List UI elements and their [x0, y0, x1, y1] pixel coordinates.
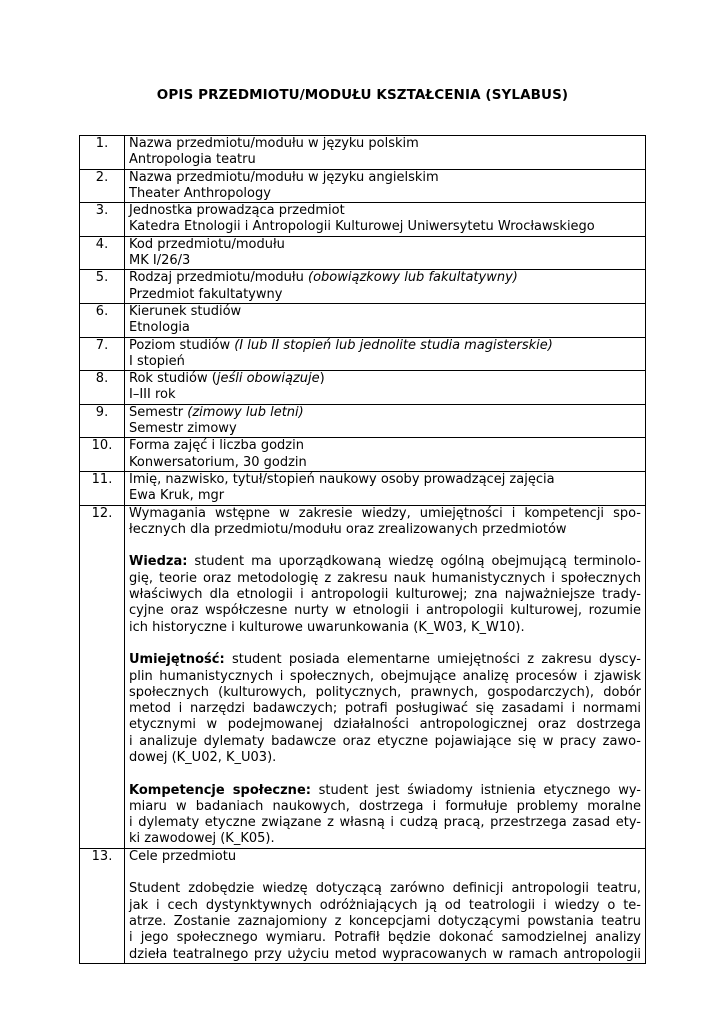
row-content — [125, 505, 646, 848]
row-label: Cele przedmiotu — [129, 848, 237, 864]
table-row — [80, 303, 646, 337]
table-row — [80, 236, 646, 270]
text-line: Umiejętność: student posiada elementarne umiejętności z zakresu dyscy- — [129, 652, 641, 668]
row-label: Forma zajęć i liczba godzin — [129, 438, 304, 454]
text-line: atrze. Zostanie zaznajomiony z koncepcjami dotyczącymi powstania teatru — [129, 913, 641, 929]
row-content — [125, 337, 646, 371]
row-value: Antropologia teatru — [129, 152, 256, 168]
row-number: 3. — [80, 203, 125, 237]
row-value: Theater Anthropology — [129, 185, 271, 201]
text-line: dzieła teatralnego przy użyciu metod wypracowanych w ramach antropologii — [129, 946, 641, 962]
row-number: 1. — [80, 136, 125, 170]
kompetencje-heading: Kompetencje społeczne: — [129, 782, 311, 798]
row-label: Nazwa przedmiotu/modułu w języku angielskim — [129, 169, 439, 185]
text-line: cyjne oraz współczesne nurty w etnologii i antropologii kulturowej, rozumie — [129, 603, 641, 619]
row-number: 5. — [80, 270, 125, 304]
row-content — [125, 270, 646, 304]
row-value: MK I/26/3 — [129, 253, 191, 269]
row-number: 2. — [80, 169, 125, 203]
row-content — [125, 303, 646, 337]
row-number: 6. — [80, 303, 125, 337]
row-number: 7. — [80, 337, 125, 371]
row-label: Semestr (zimowy lub letni) — [129, 404, 304, 420]
row-label: Rodzaj przedmiotu/modułu (obowiązkowy lub fakultatywny) — [129, 270, 518, 286]
table-row — [80, 169, 646, 203]
row-label-note: jeśli obowiązuje — [216, 371, 320, 387]
text-line: ich historyczne i kulturowe uwarunkowania (K_W03, K_W10). — [129, 619, 525, 635]
row-label-line: Wymagania wstępne w zakresie wiedzy, umiejętności i kompetencji spo- — [129, 505, 641, 521]
table-row — [80, 337, 646, 371]
row-value: Etnologia — [129, 320, 190, 336]
text-line: i jego społecznego wymiaru. Potrafił będzie dokonać samodzielnej analizy — [129, 930, 641, 946]
row-content — [125, 203, 646, 237]
row-content — [125, 404, 646, 438]
text-line: Kompetencje społeczne: student jest świadomy istnienia etycznego wy- — [129, 782, 641, 798]
row-number: 9. — [80, 404, 125, 438]
text-line: ki zawodowej (K_K05). — [129, 831, 275, 847]
table-row — [80, 404, 646, 438]
row-value: I–III rok — [129, 387, 176, 403]
row-value: Ewa Kruk, mgr — [129, 488, 225, 504]
text-line: dowej (K_U02, K_U03). — [129, 749, 277, 765]
row-label: Rok studiów (jeśli obowiązuje) — [129, 371, 325, 387]
row-label: Imię, nazwisko, tytuł/stopień naukowy osoby prowadzącej zajęcia — [129, 471, 555, 487]
row-content — [125, 236, 646, 270]
text-line: Student zdobędzie wiedzę dotyczącą zarówno definicji antropologii teatru, — [129, 881, 641, 897]
row-label-line: łecznych dla przedmiotu/modułu oraz zrealizowanych przedmiotów — [129, 521, 567, 537]
text-line: etycznymi w podejmowanej działalności antropologicznej oraz dostrzega — [129, 717, 641, 733]
row-content — [125, 136, 646, 170]
text-line: gię, teorie oraz metodologię z zakresu nauk humanistycznych i społecznych — [129, 570, 641, 586]
row-label: Kod przedmiotu/modułu — [129, 236, 285, 252]
table-row — [80, 270, 646, 304]
text-line: Wiedza: student ma uporządkowaną wiedzę ogólną obejmującą terminolo- — [129, 554, 641, 570]
text-line: metod i narzędzi badawczych; potrafi posługiwać się zasadami i normami — [129, 701, 641, 717]
row-number: 10. — [80, 438, 125, 472]
row-content — [125, 438, 646, 472]
table-row — [80, 505, 646, 848]
table-row — [80, 203, 646, 237]
text-line: właściwych dla etnologii i antropologii kulturowej; zna najważniejsze trady- — [129, 587, 641, 603]
text-line: i dylematy etyczne związane z własną i cudzą pracą, przestrzega zasad ety- — [129, 815, 641, 831]
text-line: plin humanistycznych i społecznych, obejmujące analizę procesów i zjawisk — [129, 668, 641, 684]
row-number: 8. — [80, 371, 125, 405]
row-content — [125, 471, 646, 505]
row-number: 4. — [80, 236, 125, 270]
row-label: Kierunek studiów — [129, 303, 242, 319]
row-label: Nazwa przedmiotu/modułu w języku polskim — [129, 136, 419, 151]
document-title: OPIS PRZEDMIOTU/MODUŁU KSZTAŁCENIA (SYLABUS) — [156, 87, 569, 103]
row-value: Konwersatorium, 30 godzin — [129, 454, 307, 470]
row-label: Poziom studiów (I lub II stopień lub jednolite studia magisterskie) — [129, 337, 553, 353]
text-line: i analizuje dylematy badawcze oraz etyczne pojawiające się w pracy zawo- — [129, 733, 641, 749]
row-number: 12. — [80, 505, 125, 848]
text-line: społecznych (kulturowych, politycznych, prawnych, gospodarczych), dobór — [129, 684, 641, 700]
row-number: 13. — [80, 848, 125, 963]
row-label-note: (zimowy lub letni) — [187, 404, 304, 420]
row-value: Semestr zimowy — [129, 421, 237, 437]
row-label: Jednostka prowadząca przedmiot — [129, 203, 345, 219]
table-row — [80, 438, 646, 472]
table-row — [80, 848, 646, 963]
row-content — [125, 848, 646, 963]
row-number: 11. — [80, 471, 125, 505]
row-value: Katedra Etnologii i Antropologii Kulturowej Uniwersytetu Wrocławskiego — [129, 219, 595, 235]
table-row — [80, 371, 646, 405]
row-content — [125, 169, 646, 203]
row-value: Przedmiot fakultatywny — [129, 286, 283, 302]
text-line: jak i cech dystynktywnych odróżniających ją od teatrologii i wiedzy o te- — [129, 897, 641, 913]
row-value: I stopień — [129, 353, 185, 369]
row-label-note: (I lub II stopień lub jednolite studia magisterskie) — [234, 337, 553, 353]
syllabus-rows — [80, 136, 646, 506]
wiedza-heading: Wiedza: — [129, 554, 188, 570]
row-content — [125, 371, 646, 405]
table-row — [80, 471, 646, 505]
table-row — [80, 136, 646, 170]
row-label-note: (obowiązkowy lub fakultatywny) — [308, 270, 518, 286]
umiejetnosc-heading: Umiejętność: — [129, 652, 225, 668]
syllabus-table — [79, 135, 646, 964]
text-line: miaru w badaniach naukowych, dostrzega i formułuje problemy moralne — [129, 798, 641, 814]
